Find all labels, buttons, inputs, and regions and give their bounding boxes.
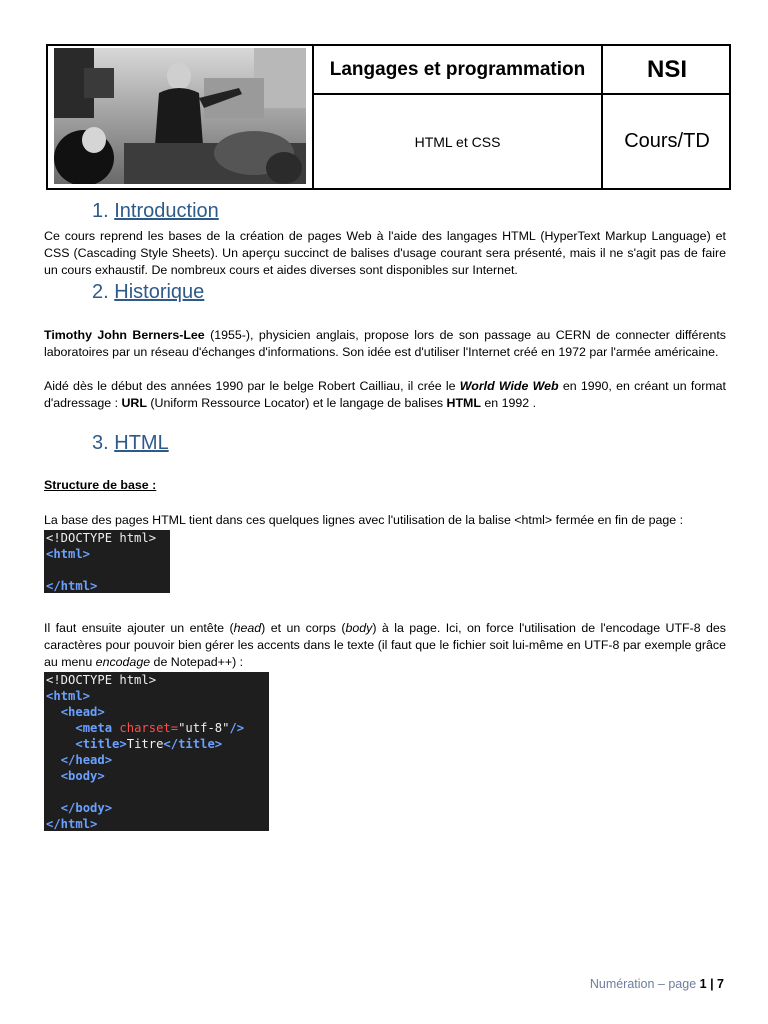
code-token: Titre bbox=[126, 737, 164, 751]
section-title: Introduction bbox=[114, 200, 219, 222]
head-term: head bbox=[233, 621, 262, 635]
historique-text-1: (1955-), physicien anglais, propose lors de son passage au CERN de connecter différents laboratoires par un réseau d'échanges d'informations. Son idée est d'utiliser l'Internet créé en 1972 par l'armée américaine. bbox=[44, 328, 726, 359]
code-token: <title> bbox=[75, 737, 127, 751]
code-line: </head> bbox=[60, 753, 113, 767]
historique-text-2b: en 1990, en créant un format d'adressage : bbox=[44, 379, 726, 410]
code-line: <!DOCTYPE html> bbox=[46, 673, 157, 687]
doc-type-label: Cours/TD bbox=[624, 130, 710, 152]
section-title: Historique bbox=[114, 281, 205, 303]
section-number: 3. bbox=[92, 432, 115, 454]
historique-paragraph-2 bbox=[44, 378, 726, 412]
code-line: <!DOCTYPE html> bbox=[46, 531, 157, 545]
person-name: Timothy John Berners-Lee bbox=[44, 328, 205, 342]
section-heading-historique bbox=[92, 281, 204, 304]
section-heading-introduction bbox=[92, 200, 219, 223]
code-token: /> bbox=[229, 721, 245, 735]
historique-text-2a: Aidé dès le début des années 1990 par le belge Robert Cailliau, il crée le bbox=[44, 379, 460, 393]
section-number: 2. bbox=[92, 281, 115, 303]
url-term: URL bbox=[121, 396, 147, 410]
page-total: 7 bbox=[717, 977, 724, 991]
section-heading-html bbox=[92, 432, 169, 455]
head-text-c: ) à la page. Ici, on force l'utilisation de l'encodage UTF-8 des caractères pour pouvoir bien gérer les accents dans le texte (il faut que le fichier soit lui-même en UTF-8 par exemple grâce au menu bbox=[44, 621, 726, 669]
code-token: </title> bbox=[163, 737, 223, 751]
page-footer bbox=[590, 977, 724, 991]
historique-paragraph-1 bbox=[44, 327, 726, 361]
head-text-d: de Notepad++) : bbox=[150, 655, 244, 669]
intro-paragraph: Ce cours reprend les bases de la création de pages Web à l'aide des langages HTML (HyperText Markup Language) et CSS (Cascading Style Sheets). Un aperçu succinct de balises d'usage courant sera présenté, mais il ne s'agit pas de faire un cours exhaustif. De nombreux cours et aides diverses sont disponibles sur Internet. bbox=[44, 229, 726, 277]
html-head-body-paragraph bbox=[44, 620, 726, 671]
code-token: charset= bbox=[119, 721, 179, 735]
code-line: <head> bbox=[60, 705, 105, 719]
code-token: <meta bbox=[75, 721, 120, 735]
historique-text-2c: (Uniform Ressource Locator) et le langage de balises bbox=[146, 396, 447, 410]
topic-label: HTML et CSS bbox=[314, 95, 603, 188]
html-base-paragraph: La base des pages HTML tient dans ces quelques lignes avec l'utilisation de la balise <html> fermée en fin de page : bbox=[44, 513, 684, 527]
body-term: body bbox=[345, 621, 373, 635]
code-line: </html> bbox=[46, 817, 98, 831]
head-text-a: Il faut ensuite ajouter un entête ( bbox=[44, 621, 234, 635]
code-block-full bbox=[44, 672, 269, 831]
code-line: <body> bbox=[60, 769, 105, 783]
speaker-photo-image bbox=[54, 48, 306, 184]
head-text-b: ) et un corps ( bbox=[261, 621, 346, 635]
page-separator: | bbox=[706, 977, 718, 991]
section-number: 1. bbox=[92, 200, 115, 222]
footer-label: Numération – page bbox=[589, 977, 700, 991]
code-line: </html> bbox=[46, 579, 98, 593]
level-label: NSI bbox=[603, 46, 731, 95]
code-line: <html> bbox=[46, 689, 91, 703]
www-term: World Wide Web bbox=[459, 379, 559, 393]
header-photo bbox=[48, 46, 314, 188]
section-title: HTML bbox=[114, 432, 169, 454]
code-token: "utf-8" bbox=[178, 721, 230, 735]
header-table bbox=[46, 44, 731, 190]
historique-text-2d: en 1992 . bbox=[480, 396, 537, 410]
subject-title: Langages et programmation bbox=[314, 46, 603, 95]
code-block-basic bbox=[44, 530, 170, 593]
code-line: <html> bbox=[46, 547, 91, 561]
page-number: 1 bbox=[699, 977, 707, 991]
code-line: </body> bbox=[60, 801, 113, 815]
structure-label: Structure de base : bbox=[44, 478, 157, 492]
encodage-term: encodage bbox=[95, 655, 151, 669]
html-term: HTML bbox=[446, 396, 481, 410]
